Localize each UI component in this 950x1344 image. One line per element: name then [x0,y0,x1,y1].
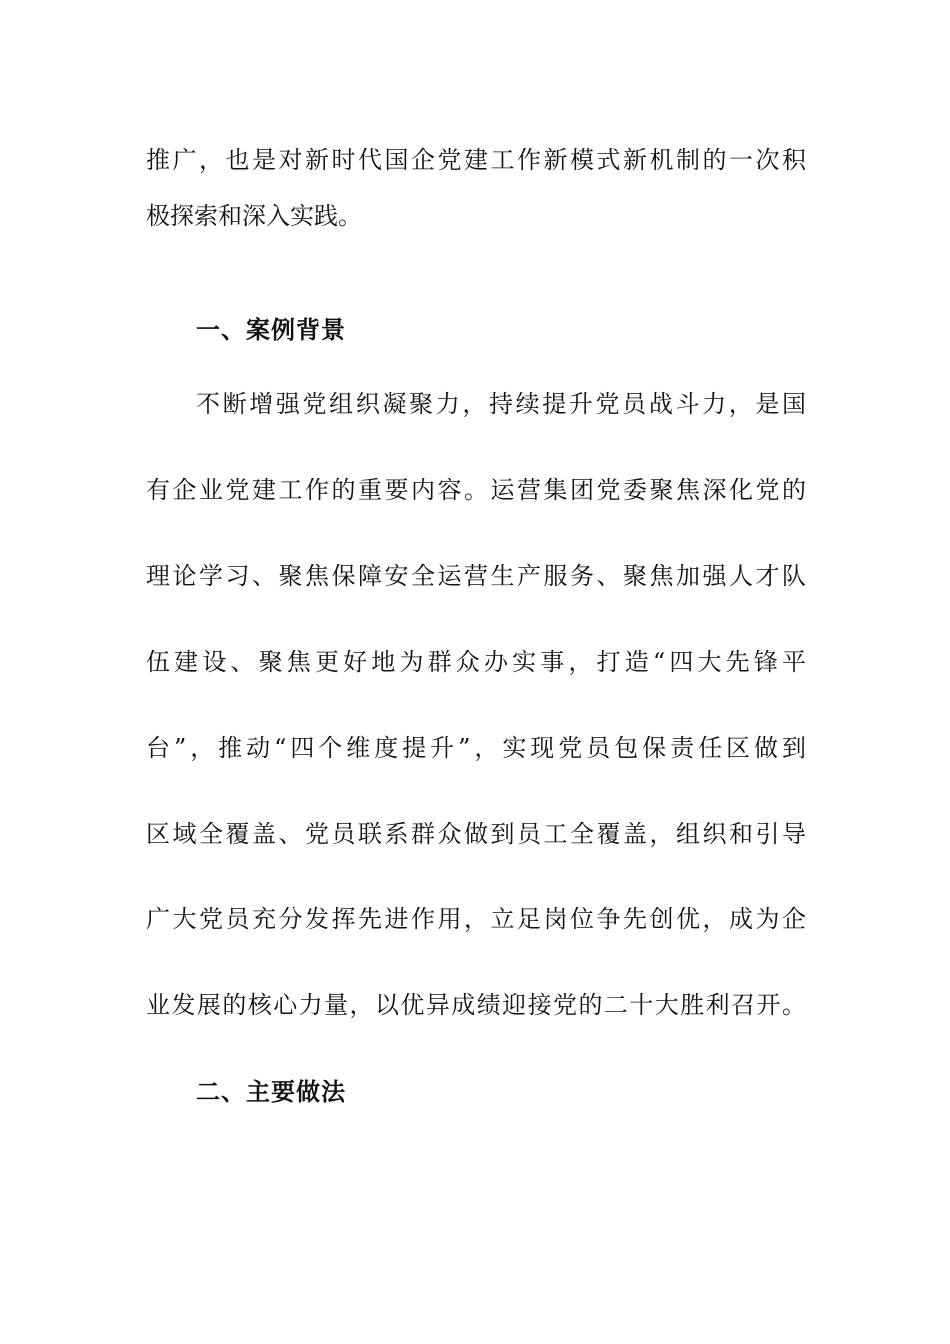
intro-line-1: 推广，也是对新时代国企党建工作新模式新机制的一次积 [146,146,806,174]
section-heading-main-practices: 二、主要做法 [196,1077,346,1106]
paragraph-line-8: 业发展的核心力量，以优异成绩迎接党的二十大胜利召开。 [146,991,806,1019]
paragraph-line-1: 不断增强党组织凝聚力，持续提升党员战斗力，是国 [196,390,806,418]
paragraph-line-2: 有企业党建工作的重要内容。运营集团党委聚焦深化党的 [146,476,806,504]
intro-line-2: 极探索和深入实践。 [146,202,362,230]
paragraph-line-5: 台”，推动“四个维度提升”，实现党员包保责任区做到 [146,734,806,762]
paragraph-line-7: 广大党员充分发挥先进作用，立足岗位争先创优，成为企 [146,905,806,933]
paragraph-line-4: 伍建设、聚焦更好地为群众办实事，打造“四大先锋平 [146,648,806,676]
paragraph-line-3: 理论学习、聚焦保障安全运营生产服务、聚焦加强人才队 [146,562,806,590]
paragraph-line-6: 区域全覆盖、党员联系群众做到员工全覆盖，组织和引导 [146,820,806,848]
section-heading-background: 一、案例背景 [196,315,346,344]
